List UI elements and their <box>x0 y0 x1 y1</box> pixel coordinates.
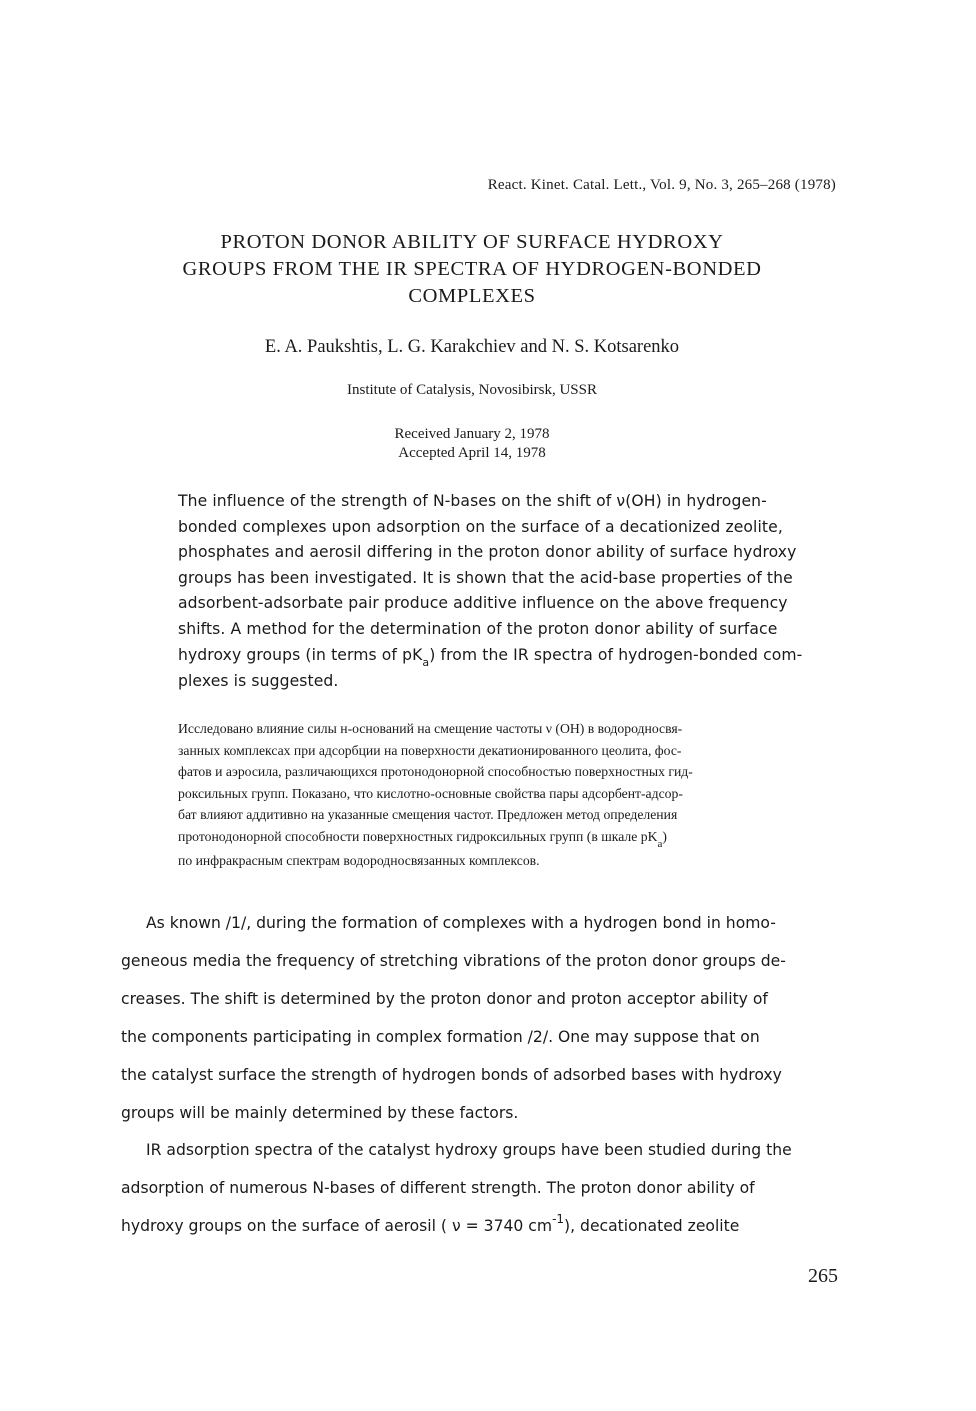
abstract-ru-line <box>178 826 858 850</box>
abstract-en-line: plexes is suggested. <box>178 672 339 691</box>
body-line: IR adsorption spectra of the catalyst hydroxy groups have been studied during the <box>146 1141 792 1160</box>
title-line-2: GROUPS FROM THE IR SPECTRA OF HYDROGEN-BONDED <box>182 258 762 280</box>
body-text <box>121 905 841 1247</box>
abstract-en-line: phosphates and aerosil differing in the proton donor ability of surface hydroxy <box>178 543 797 562</box>
title-line-1: PROTON DONOR ABILITY OF SURFACE HYDROXY <box>220 231 724 253</box>
abstract-ru-line: занных комплексах при адсорбции на поверхности декатионированного цеолита, фос- <box>178 742 682 758</box>
title-line-3: COMPLEXES <box>408 285 536 307</box>
abstract-en-line: groups has been investigated. It is shown that the acid-base properties of the <box>178 568 793 587</box>
abstract-en-text: ) from the IR spectra of hydrogen-bonded com- <box>429 645 803 664</box>
abstract-english <box>178 489 858 695</box>
abstract-ru-line: роксильных групп. Показано, что кислотно-основные свойства пары адсорбент-адсор- <box>178 785 683 801</box>
body-line: geneous media the frequency of stretching vibrations of the proton donor groups de- <box>121 951 786 970</box>
abstract-ru-text: протонодонорной способности поверхностных гидроксильных групп (в шкале pK <box>178 828 658 844</box>
body-text-span: hydroxy groups on the surface of aerosil ( ν = 3740 cm <box>121 1217 553 1236</box>
body-line <box>121 1208 841 1247</box>
abstract-en-line: shifts. A method for the determination of the proton donor ability of surface <box>178 619 778 638</box>
subscript-a: a <box>422 655 430 669</box>
body-line: adsorption of numerous N-bases of different strength. The proton donor ability of <box>121 1179 755 1198</box>
received-date: Received January 2, 1978 <box>394 426 550 442</box>
abstract-ru-line: фатов и аэросила, различающихся протонодонорной способностью поверхностных гид- <box>178 764 693 780</box>
institute: Institute of Catalysis, Novosibirsk, USSR <box>346 382 597 398</box>
page-number: 265 <box>808 1265 838 1287</box>
body-text-span: ), decationated zeolite <box>564 1217 740 1236</box>
abstract-russian <box>178 718 858 871</box>
abstract-ru-text: ) <box>662 828 667 844</box>
abstract-en-text: hydroxy groups (in terms of pK <box>178 645 423 664</box>
subscript-a: a <box>657 837 663 850</box>
authors: E. A. Paukshtis, L. G. Karakchiev and N. S. Kotsarenko <box>264 337 680 357</box>
dates <box>120 425 824 463</box>
journal-reference: React. Kinet. Catal. Lett., Vol. 9, No. 3, 265–268 (1978) <box>487 177 836 193</box>
body-line: the catalyst surface the strength of hydrogen bonds of adsorbed bases with hydroxy <box>121 1065 782 1084</box>
superscript: -1 <box>552 1212 565 1227</box>
abstract-en-line: bonded complexes upon adsorption on the surface of a decationized zeolite, <box>178 517 783 536</box>
abstract-en-line <box>178 643 858 670</box>
body-line: creases. The shift is determined by the proton donor and proton acceptor ability of <box>121 989 768 1008</box>
body-line: the components participating in complex formation /2/. One may suppose that on <box>121 1027 760 1046</box>
abstract-en-line: The influence of the strength of N-bases on the shift of ν(OH) in hydrogen- <box>178 492 767 510</box>
abstract-ru-line: бат влияют аддитивно на указанные смещения частот. Предложен метод определения <box>178 807 678 823</box>
body-line: groups will be mainly determined by these factors. <box>121 1103 519 1122</box>
abstract-ru-line: по инфракрасным спектрам водородносвязанных комплексов. <box>178 852 540 868</box>
abstract-en-line: adsorbent-adsorbate pair produce additive influence on the above frequency <box>178 594 788 613</box>
accepted-date: Accepted April 14, 1978 <box>398 445 546 461</box>
paper-title <box>120 229 824 310</box>
abstract-ru-line: Исследовано влияние силы н-оснований на смещение частоты ν (ОН) в водородносвя- <box>178 721 683 736</box>
body-line: As known /1/, during the formation of complexes with a hydrogen bond in homo- <box>146 914 776 932</box>
